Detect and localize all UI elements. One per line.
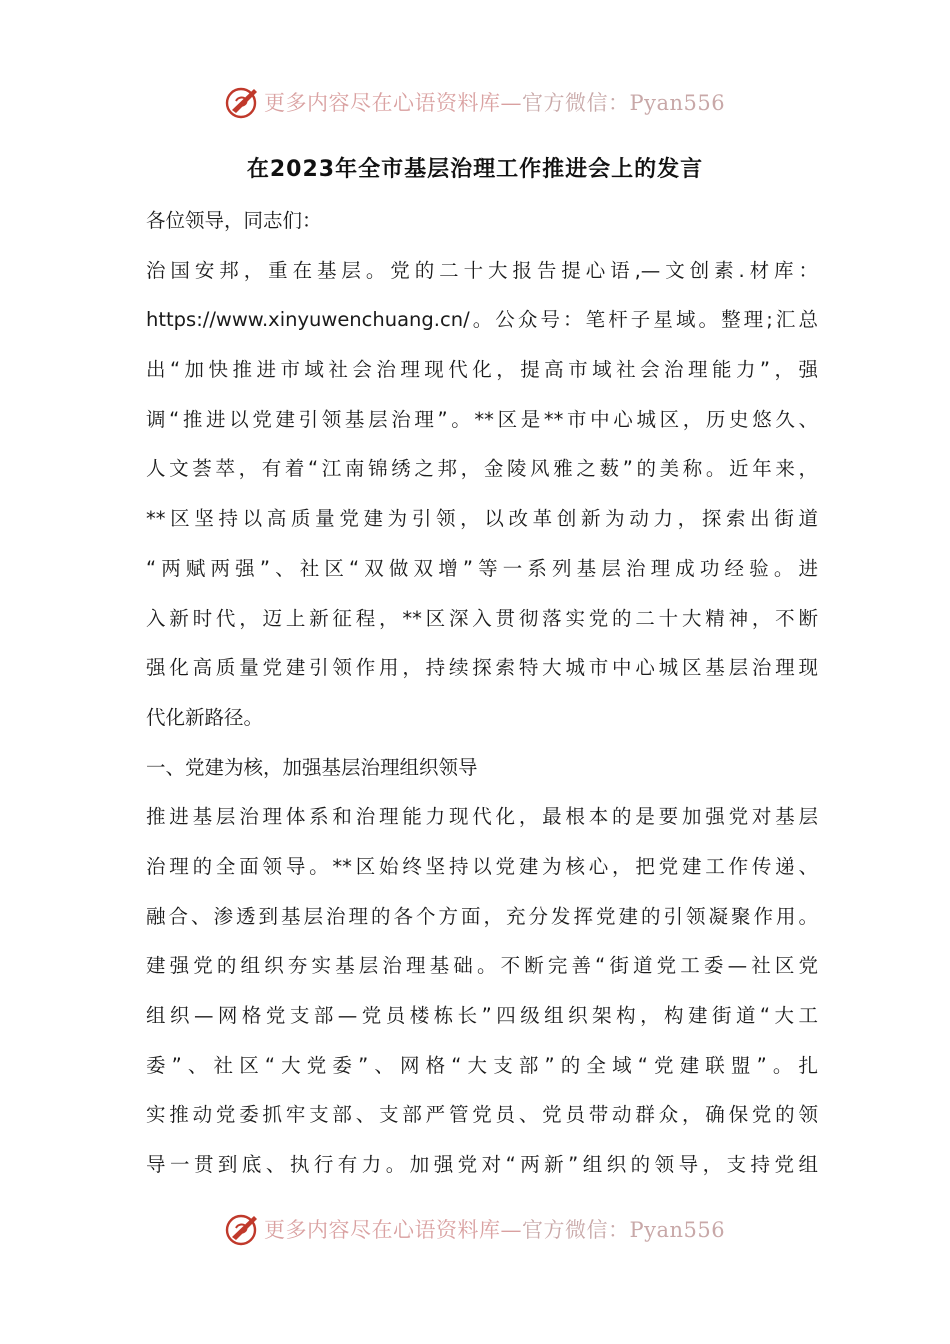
text-line: 出“加快推进市域社会治理现代化，提高市域社会治理能力”，强 [146,358,818,382]
text-line: 调“推进以党建引领基层治理”。**区是**市中心城区，历史悠久、 [146,407,818,431]
pen-logo-icon [224,1210,262,1248]
banner-text: 更多内容尽在心语资料库—官方微信：Pyan556 [264,1218,726,1242]
text-line: 人文荟萃，有着“江南锦绣之邦，金陵风雅之薮”的美称。近年来， [146,457,818,481]
text-line: 委”、社区“大党委”、网格“大支部”的全域“党建联盟”。扎 [146,1053,818,1077]
text-line: https://www.xinyuwenchuang.cn/。公众号：笔杆子星域。整理;汇总 [146,308,818,332]
text-line: 建强党的组织夯实基层治理基础。不断完善“街道党工委—社区党 [146,954,818,978]
text-line: 各位领导，同志们： [146,209,322,232]
text-line: “两赋两强”、社区“双做双增”等一系列基层治理成功经验。进 [146,556,818,580]
text-line: 组织—网格党支部—党员楼栋长”四级组织架构，构建街道“大工 [146,1004,818,1027]
text-line: 强化高质量党建引领作用，持续探索特大城市中心城区基层治理现 [146,656,818,680]
text-line: 治国安邦，重在基层。党的二十大报告提心语,—文创素.材库： [146,258,818,282]
footer-banner [224,1209,744,1249]
document-body [146,196,818,1190]
text-line: 代化新路径。 [146,705,264,729]
banner-text: 更多内容尽在心语资料库—官方微信：Pyan556 [264,91,726,115]
text-line: 入新时代，迈上新征程，**区深入贯彻落实党的二十大精神，不断 [146,606,818,630]
document-title: 在2023年全市基层治理工作推进会上的发言 [246,157,704,182]
text-line: **区坚持以高质量党建为引领，以改革创新为动力，探索出街道 [146,507,818,531]
text-line: 治理的全面领导。**区始终坚持以党建为核心，把党建工作传递、 [146,854,818,878]
text-line: 推进基层治理体系和治理能力现代化，最根本的是要加强党对基层 [146,805,818,829]
text-line: 导一贯到底、执行有力。加强党对“两新”组织的领导，支持党组 [146,1153,818,1177]
text-line: 实推动党委抓牢支部、支部严管党员、党员带动群众，确保党的领 [146,1103,818,1127]
section-heading: 一、党建为核，加强基层治理组织领导 [146,755,478,779]
text-line: 融合、渗透到基层治理的各个方面，充分发挥党建的引领凝聚作用。 [146,904,818,928]
pen-logo-icon [224,83,262,121]
header-banner [224,82,744,122]
